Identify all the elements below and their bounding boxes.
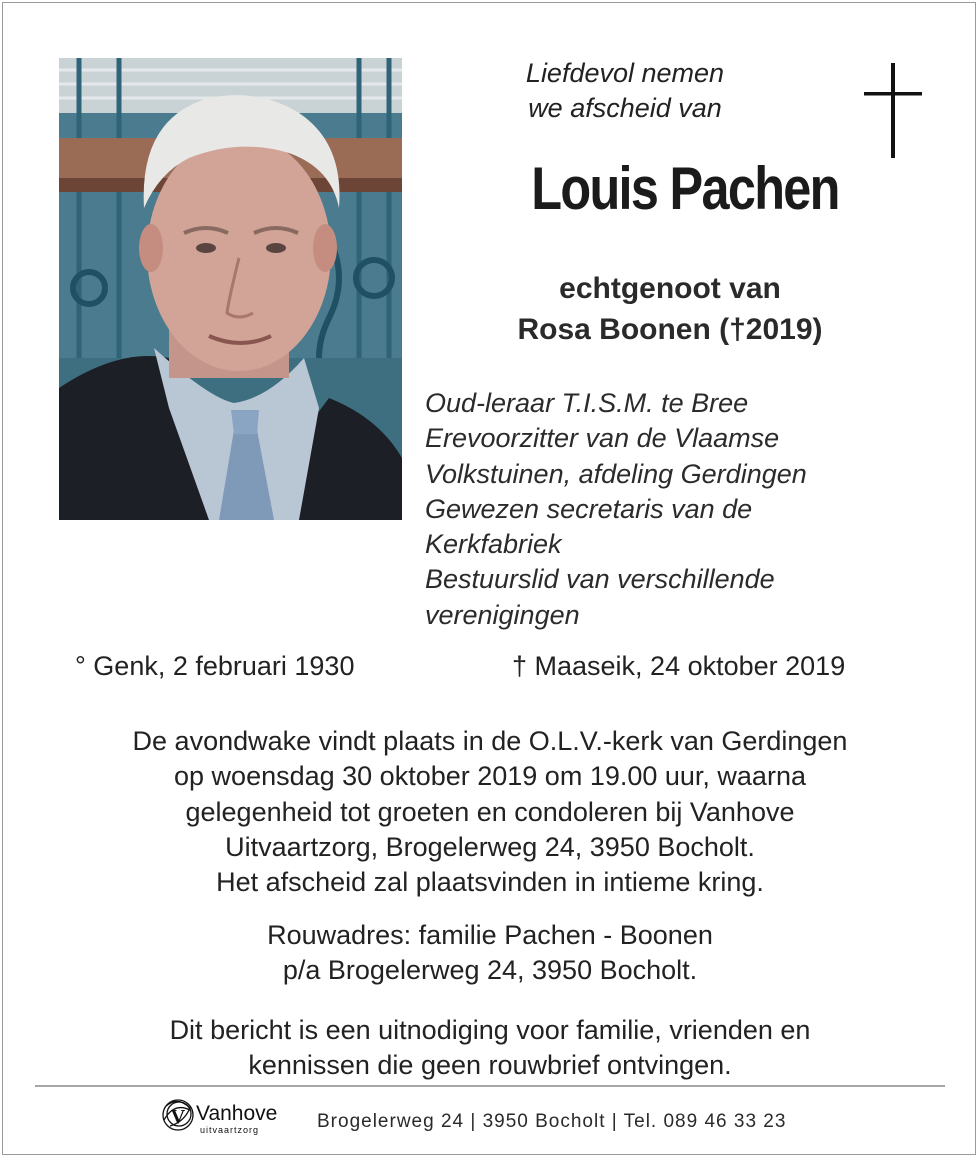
death-date: † Maaseik, 24 oktober 2019 — [512, 651, 846, 681]
intro-text — [490, 56, 760, 126]
role-line: Erevoorzitter van de Vlaamse — [425, 423, 780, 454]
intro-line: Liefdevol nemen — [525, 58, 725, 88]
logo-name: Vanhove — [196, 1102, 278, 1125]
wake-line: Het afscheid zal plaatsvinden in intieme kring. — [216, 867, 764, 898]
birth-date: ° Genk, 2 februari 1930 — [75, 651, 355, 681]
logo-subtitle: uitvaartzorg — [200, 1125, 260, 1135]
cross-icon — [864, 63, 922, 158]
invitation-notice — [20, 1013, 960, 1084]
role-line: Gewezen secretaris van de — [425, 493, 753, 524]
footer-contact: Brogelerweg 24 | 3950 Bocholt | Tel. 089 46 33 23 — [317, 1111, 787, 1132]
address-line: p/a Brogelerweg 24, 3950 Bocholt. — [282, 955, 698, 986]
mourning-address — [20, 918, 960, 989]
wake-line: op woensdag 30 oktober 2019 om 19.00 uur, waarna — [174, 761, 806, 792]
svg-text:V: V — [170, 1106, 186, 1128]
wake-line: Uitvaartzorg, Brogelerweg 24, 3950 Bocholt. — [225, 831, 755, 862]
address-line: Rouwadres: familie Pachen - Boonen — [267, 920, 713, 950]
deceased-name: Louis Pachen — [531, 155, 839, 222]
vanhove-logo — [158, 1096, 308, 1138]
intro-line: we afscheid van — [528, 93, 722, 123]
notice-line: Dit bericht is een uitnodiging voor familie, vrienden en — [169, 1015, 811, 1045]
notice-line: kennissen die geen rouwbrief ontvingen. — [248, 1050, 732, 1081]
role-line: Kerkfabriek — [425, 529, 562, 560]
role-line: Oud-leraar T.I.S.M. te Bree — [425, 388, 749, 418]
roles-list — [425, 386, 925, 633]
spouse-name: Rosa Boonen (†2019) — [517, 313, 823, 346]
role-line: verenigingen — [425, 599, 580, 630]
footer-divider — [35, 1085, 945, 1087]
wake-paragraph — [20, 724, 960, 900]
wake-line: De avondwake vindt plaats in de O.L.V.-kerk van Gerdingen — [132, 726, 848, 756]
role-line: Volkstuinen, afdeling Gerdingen — [425, 458, 807, 489]
spouse-info — [440, 268, 900, 350]
wake-line: gelegenheid tot groeten en condoleren bij Vanhove — [185, 796, 795, 827]
portrait-photo — [59, 58, 402, 520]
spouse-relation: echtgenoot van — [559, 272, 781, 305]
role-line: Bestuurslid van verschillende — [425, 564, 775, 595]
